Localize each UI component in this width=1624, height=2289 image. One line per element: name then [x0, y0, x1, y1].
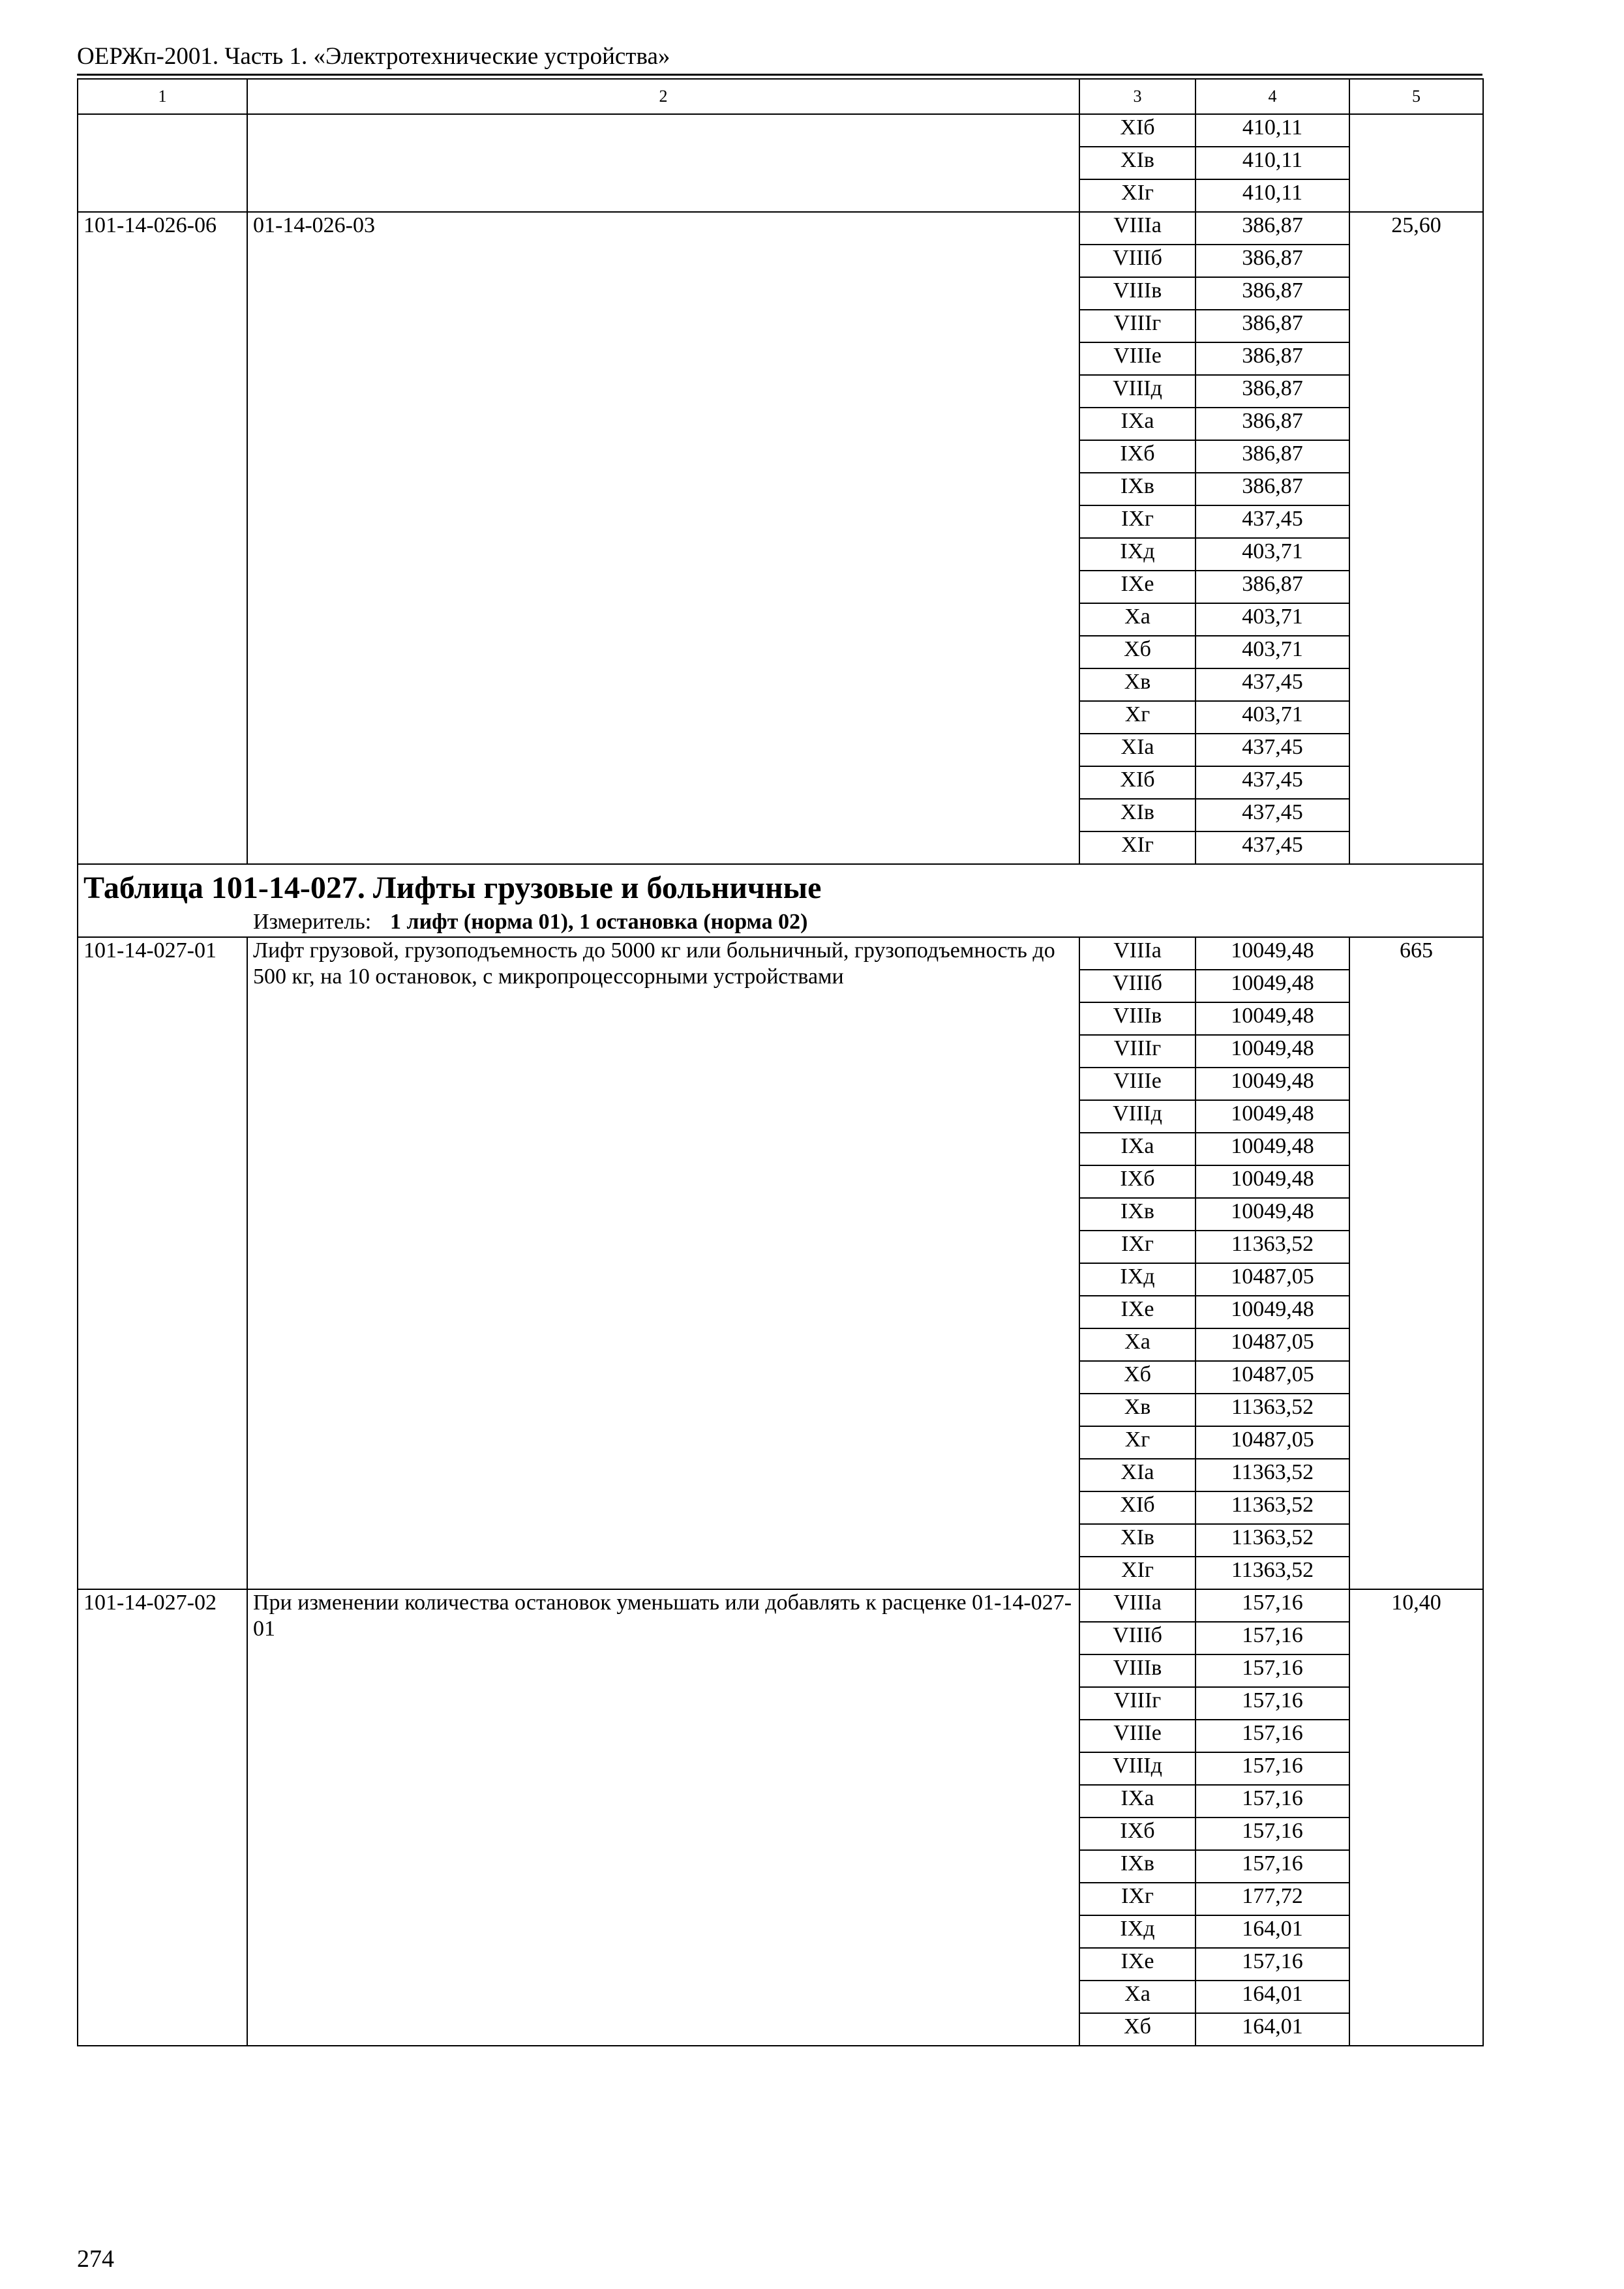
- price-cell: 177,72: [1195, 1883, 1349, 1915]
- zone-cell: VIIIа: [1079, 1589, 1195, 1622]
- price-cell: 11363,52: [1195, 1459, 1349, 1491]
- zone-cell: XIб: [1079, 766, 1195, 799]
- zone-cell: IXг: [1079, 1883, 1195, 1915]
- zone-cell: VIIIб: [1079, 1622, 1195, 1654]
- zone-cell: Xа: [1079, 603, 1195, 636]
- table-row: [78, 212, 1483, 245]
- price-cell: 386,87: [1195, 571, 1349, 603]
- zone-cell: IXв: [1079, 473, 1195, 505]
- price-cell: 11363,52: [1195, 1394, 1349, 1426]
- zone-cell: VIIIд: [1079, 1100, 1195, 1133]
- zone-cell: IXб: [1079, 1165, 1195, 1198]
- zone-cell: IXд: [1079, 1263, 1195, 1296]
- rate-code: 101-14-026-06: [78, 212, 247, 864]
- price-cell: 157,16: [1195, 1818, 1349, 1850]
- zone-cell: VIIIг: [1079, 310, 1195, 342]
- meter-line: [83, 908, 1477, 936]
- zone-cell: IXв: [1079, 1850, 1195, 1883]
- price-cell: 157,16: [1195, 1752, 1349, 1785]
- zone-cell: XIг: [1079, 179, 1195, 212]
- price-cell: 164,01: [1195, 2013, 1349, 2046]
- zone-cell: IXг: [1079, 1231, 1195, 1263]
- price-cell: 437,45: [1195, 766, 1349, 799]
- column-number: 3: [1079, 79, 1195, 114]
- price-cell: 437,45: [1195, 799, 1349, 831]
- price-cell: 157,16: [1195, 1720, 1349, 1752]
- zone-cell: IXг: [1079, 505, 1195, 538]
- price-cell: 157,16: [1195, 1687, 1349, 1720]
- price-cell: 386,87: [1195, 473, 1349, 505]
- price-cell: 403,71: [1195, 603, 1349, 636]
- zone-cell: XIа: [1079, 734, 1195, 766]
- rate-code: [78, 114, 247, 212]
- zone-cell: IXд: [1079, 538, 1195, 571]
- section-title: Таблица 101-14-027. Лифты грузовые и больничные: [83, 871, 822, 905]
- zone-cell: VIIIб: [1079, 970, 1195, 1002]
- price-cell: 164,01: [1195, 1915, 1349, 1948]
- labor-cost: 10,40: [1349, 1589, 1483, 2046]
- price-cell: 157,16: [1195, 1785, 1349, 1818]
- price-cell: 157,16: [1195, 1948, 1349, 1981]
- zone-cell: Xб: [1079, 2013, 1195, 2046]
- meter-value: 1 лифт (норма 01), 1 остановка (норма 02): [390, 910, 808, 934]
- zone-cell: Xа: [1079, 1328, 1195, 1361]
- price-cell: 10049,48: [1195, 1198, 1349, 1231]
- price-cell: 10487,05: [1195, 1426, 1349, 1459]
- zone-cell: XIб: [1079, 114, 1195, 147]
- labor-cost: [1349, 114, 1483, 212]
- zone-cell: XIв: [1079, 1524, 1195, 1557]
- zone-cell: IXд: [1079, 1915, 1195, 1948]
- section-header-row: [78, 864, 1483, 937]
- price-cell: 164,01: [1195, 1981, 1349, 2013]
- price-cell: 386,87: [1195, 245, 1349, 277]
- zone-cell: IXе: [1079, 1296, 1195, 1328]
- price-cell: 386,87: [1195, 212, 1349, 245]
- zone-cell: XIа: [1079, 1459, 1195, 1491]
- page-header: ОЕРЖп-2001. Часть 1. «Электротехнические устройства»: [77, 43, 670, 70]
- price-cell: 437,45: [1195, 505, 1349, 538]
- price-cell: 437,45: [1195, 831, 1349, 864]
- rate-description: Лифт грузовой, грузоподъемность до 5000 кг или больничный, грузоподъемность до 500 кг, на 10 остановок, с микропроцессорными устройствами: [247, 937, 1079, 1589]
- zone-cell: IXа: [1079, 1133, 1195, 1165]
- price-cell: 437,45: [1195, 668, 1349, 701]
- labor-cost: 25,60: [1349, 212, 1483, 864]
- column-number: 4: [1195, 79, 1349, 114]
- meter-label: Измеритель:: [253, 910, 372, 934]
- zone-cell: IXа: [1079, 1785, 1195, 1818]
- price-cell: 10049,48: [1195, 970, 1349, 1002]
- zone-cell: VIIIа: [1079, 937, 1195, 970]
- rate-description: [247, 114, 1079, 212]
- zone-cell: VIIIд: [1079, 375, 1195, 408]
- column-number: 2: [247, 79, 1079, 114]
- zone-cell: VIIIе: [1079, 1068, 1195, 1100]
- price-cell: 386,87: [1195, 375, 1349, 408]
- price-cell: 157,16: [1195, 1589, 1349, 1622]
- zone-cell: VIIIв: [1079, 277, 1195, 310]
- zone-cell: VIIIе: [1079, 1720, 1195, 1752]
- zone-cell: XIг: [1079, 831, 1195, 864]
- zone-cell: VIIIв: [1079, 1654, 1195, 1687]
- price-cell: 157,16: [1195, 1850, 1349, 1883]
- price-cell: 10487,05: [1195, 1361, 1349, 1394]
- zone-cell: VIIIв: [1079, 1002, 1195, 1035]
- price-cell: 10049,48: [1195, 1296, 1349, 1328]
- price-cell: 386,87: [1195, 277, 1349, 310]
- price-cell: 403,71: [1195, 701, 1349, 734]
- table-row: [78, 114, 1483, 147]
- price-cell: 157,16: [1195, 1654, 1349, 1687]
- table-row: [78, 1589, 1483, 1622]
- price-cell: 157,16: [1195, 1622, 1349, 1654]
- header-divider: [77, 74, 1482, 76]
- zone-cell: IXб: [1079, 440, 1195, 473]
- price-cell: 386,87: [1195, 342, 1349, 375]
- price-cell: 10049,48: [1195, 1002, 1349, 1035]
- rate-code: 101-14-027-01: [78, 937, 247, 1589]
- price-cell: 403,71: [1195, 636, 1349, 668]
- zone-cell: VIIIг: [1079, 1687, 1195, 1720]
- price-cell: 10049,48: [1195, 1035, 1349, 1068]
- section-header: [78, 864, 1483, 937]
- rate-code: 101-14-027-02: [78, 1589, 247, 2046]
- zone-cell: Xв: [1079, 1394, 1195, 1426]
- price-cell: 410,11: [1195, 179, 1349, 212]
- price-cell: 386,87: [1195, 440, 1349, 473]
- price-cell: 10049,48: [1195, 1100, 1349, 1133]
- zone-cell: VIIIа: [1079, 212, 1195, 245]
- zone-cell: XIв: [1079, 147, 1195, 179]
- zone-cell: IXв: [1079, 1198, 1195, 1231]
- zone-cell: VIIIг: [1079, 1035, 1195, 1068]
- column-number: 5: [1349, 79, 1483, 114]
- column-number: 1: [78, 79, 247, 114]
- price-cell: 10049,48: [1195, 1068, 1349, 1100]
- zone-cell: IXб: [1079, 1818, 1195, 1850]
- price-cell: 437,45: [1195, 734, 1349, 766]
- price-cell: 11363,52: [1195, 1557, 1349, 1589]
- page-number: 274: [77, 2245, 114, 2273]
- table-row: [78, 937, 1483, 970]
- zone-cell: Xг: [1079, 1426, 1195, 1459]
- zone-cell: XIв: [1079, 799, 1195, 831]
- price-cell: 10049,48: [1195, 937, 1349, 970]
- zone-cell: IXа: [1079, 408, 1195, 440]
- zone-cell: Xб: [1079, 636, 1195, 668]
- labor-cost: 665: [1349, 937, 1483, 1589]
- price-cell: 11363,52: [1195, 1231, 1349, 1263]
- rate-description: 01-14-026-03: [247, 212, 1079, 864]
- zone-cell: IXе: [1079, 571, 1195, 603]
- zone-cell: Xв: [1079, 668, 1195, 701]
- price-cell: 386,87: [1195, 408, 1349, 440]
- price-cell: 410,11: [1195, 147, 1349, 179]
- rate-description: При изменении количества остановок уменьшать или добавлять к расценке 01-14-027-01: [247, 1589, 1079, 2046]
- price-cell: 410,11: [1195, 114, 1349, 147]
- zone-cell: VIIIе: [1079, 342, 1195, 375]
- zone-cell: Xб: [1079, 1361, 1195, 1394]
- zone-cell: Xа: [1079, 1981, 1195, 2013]
- price-cell: 11363,52: [1195, 1524, 1349, 1557]
- zone-cell: Xг: [1079, 701, 1195, 734]
- zone-cell: XIг: [1079, 1557, 1195, 1589]
- price-cell: 403,71: [1195, 538, 1349, 571]
- price-cell: 10487,05: [1195, 1263, 1349, 1296]
- price-cell: 386,87: [1195, 310, 1349, 342]
- price-cell: 10049,48: [1195, 1133, 1349, 1165]
- zone-cell: VIIIб: [1079, 245, 1195, 277]
- price-cell: 10049,48: [1195, 1165, 1349, 1198]
- zone-cell: IXе: [1079, 1948, 1195, 1981]
- zone-cell: VIIIд: [1079, 1752, 1195, 1785]
- column-number-row: [78, 79, 1483, 114]
- price-cell: 10487,05: [1195, 1328, 1349, 1361]
- price-cell: 11363,52: [1195, 1491, 1349, 1524]
- zone-cell: XIб: [1079, 1491, 1195, 1524]
- rates-table: [77, 78, 1484, 2046]
